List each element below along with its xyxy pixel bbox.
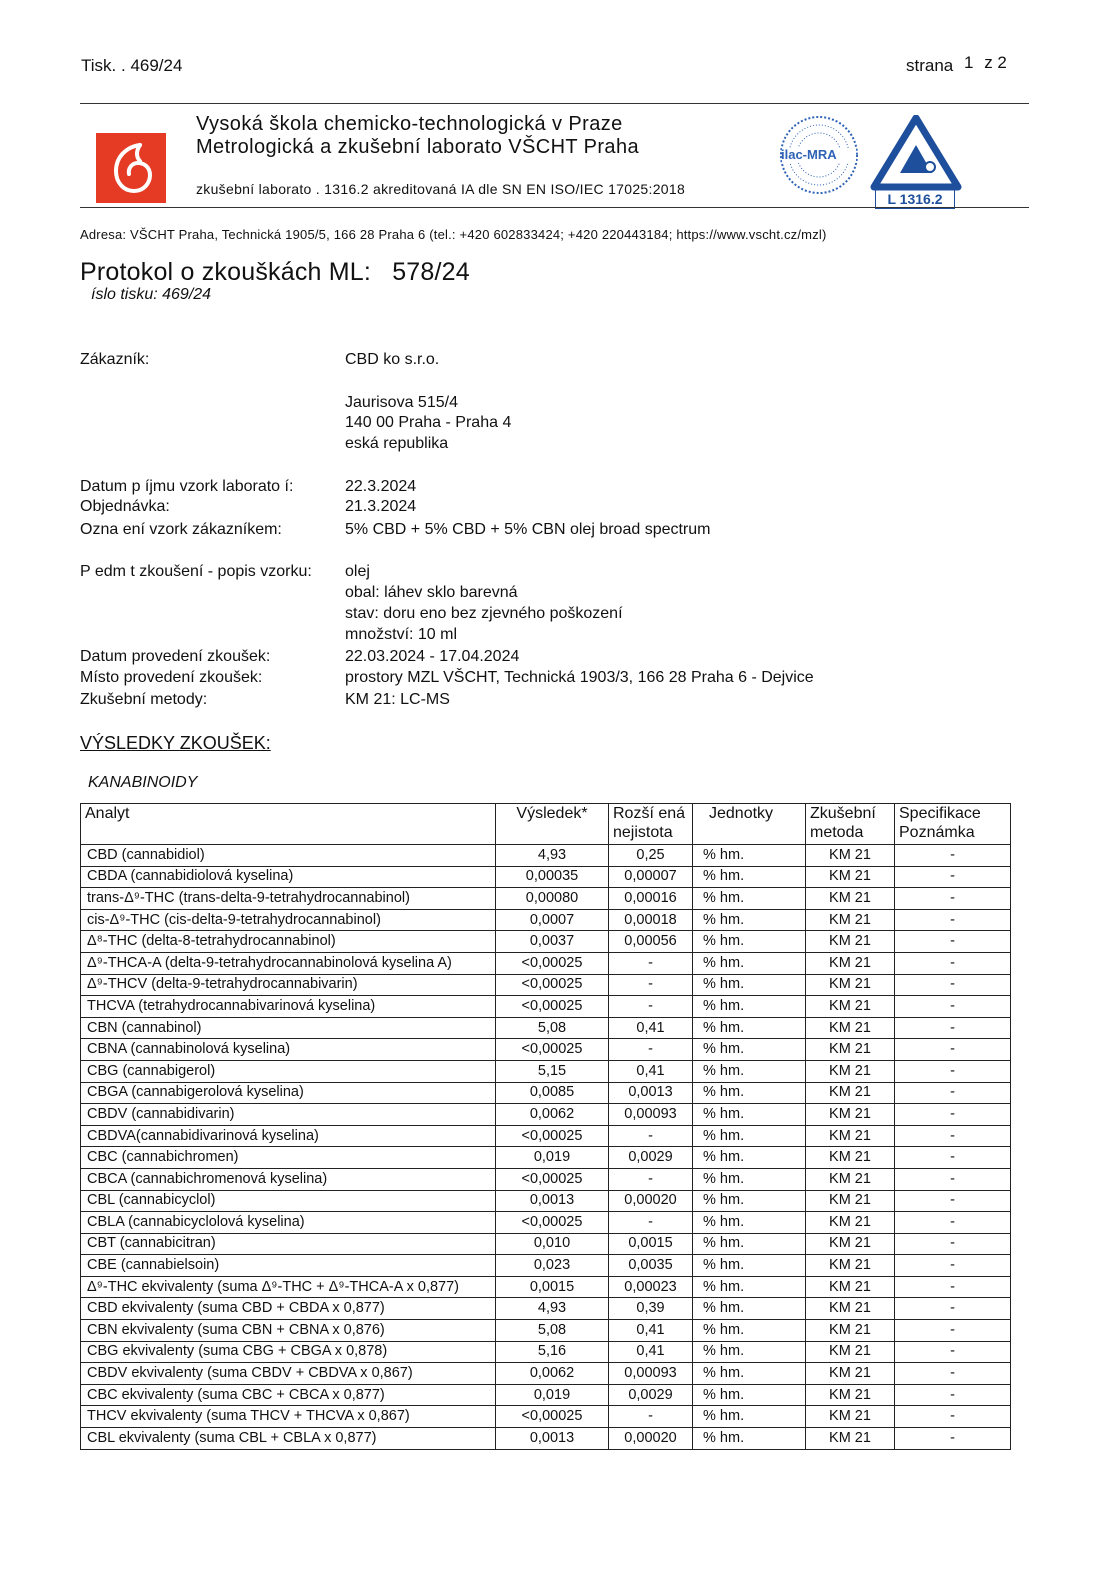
result-cell: 0,019 — [496, 1147, 609, 1169]
result-cell: <0,00025 — [496, 1039, 609, 1061]
analyte-cell: Δ⁸-THC (delta-8-tetrahydrocannabinol) — [81, 931, 496, 953]
note-cell: - — [895, 1363, 1011, 1385]
result-cell: 0,023 — [496, 1255, 609, 1277]
units-cell: % hm. — [693, 909, 806, 931]
col-spec: Specifikace Poznámka — [895, 804, 1011, 845]
quantity: množství: 10 ml — [345, 626, 458, 643]
note-cell: - — [895, 1147, 1011, 1169]
result-cell: <0,00025 — [496, 1168, 609, 1190]
uncertainty-cell: 0,0035 — [609, 1255, 693, 1277]
received-label: Datum p íjmu vzork laborato í: — [80, 478, 294, 495]
vscht-logo — [96, 133, 166, 203]
uncertainty-cell: 0,0029 — [609, 1384, 693, 1406]
note-cell: - — [895, 1082, 1011, 1104]
note-cell: - — [895, 1039, 1011, 1061]
units-cell: % hm. — [693, 952, 806, 974]
units-cell: % hm. — [693, 1104, 806, 1126]
test-place-label: Místo provedení zkoušek: — [80, 669, 263, 686]
units-cell: % hm. — [693, 866, 806, 888]
col-analyte: Analyt — [81, 804, 496, 845]
result-cell: <0,00025 — [496, 1212, 609, 1234]
result-cell: 0,00080 — [496, 888, 609, 910]
section-title: KANABINOIDY — [88, 774, 198, 791]
flame-drop-icon — [96, 133, 166, 203]
customer-label: Zákazník: — [80, 351, 150, 368]
units-cell: % hm. — [693, 1147, 806, 1169]
uncertainty-cell: 0,00016 — [609, 888, 693, 910]
note-cell: - — [895, 974, 1011, 996]
order-label: Objednávka: — [80, 498, 170, 515]
table-row — [81, 1384, 1011, 1406]
packaging: obal: láhev sklo barevná — [345, 584, 518, 601]
institution-name: Vysoká škola chemicko-technologická v Praze — [196, 113, 623, 135]
note-cell: - — [895, 1406, 1011, 1428]
methods-label: Zkušební metody: — [80, 691, 208, 708]
uncertainty-cell: 0,0029 — [609, 1147, 693, 1169]
received-date: 22.3.2024 — [345, 478, 417, 495]
method-cell: KM 21 — [806, 974, 895, 996]
method-cell: KM 21 — [806, 1233, 895, 1255]
protocol-title-prefix: Protokol o zkouškách ML: — [80, 258, 372, 286]
accreditation-line: zkušební laborato . 1316.2 akreditovaná IA dle SN EN ISO/IEC 17025:2018 — [196, 181, 686, 197]
analyte-cell: THCVA (tetrahydrocannabivarinová kyselina) — [81, 996, 496, 1018]
note-cell: - — [895, 1276, 1011, 1298]
table-row — [81, 1125, 1011, 1147]
units-cell: % hm. — [693, 1125, 806, 1147]
analyte-cell: CBDV ekvivalenty (suma CBDV + CBDVA x 0,867) — [81, 1363, 496, 1385]
method-cell: KM 21 — [806, 1125, 895, 1147]
method-cell: KM 21 — [806, 931, 895, 953]
col-units: Jednotky — [693, 804, 806, 845]
units-cell: % hm. — [693, 845, 806, 867]
sample-marking: 5% CBD + 5% CBD + 5% CBN olej broad spectrum — [345, 521, 711, 538]
note-cell: - — [895, 1104, 1011, 1126]
note-cell: - — [895, 996, 1011, 1018]
units-cell: % hm. — [693, 1341, 806, 1363]
table-row — [81, 1233, 1011, 1255]
table-row — [81, 909, 1011, 931]
note-cell: - — [895, 931, 1011, 953]
results-heading: VÝSLEDKY ZKOUŠEK: — [80, 733, 271, 753]
page-current: 1 — [963, 53, 974, 72]
customer-name: CBD ko s.r.o. — [345, 351, 440, 368]
table-row — [81, 845, 1011, 867]
analyte-cell: CBG (cannabigerol) — [81, 1060, 496, 1082]
result-cell: <0,00025 — [496, 974, 609, 996]
method-cell: KM 21 — [806, 888, 895, 910]
col-uncertainty: Rozší ená nejistota — [609, 804, 693, 845]
analyte-cell: CBGA (cannabigerolová kyselina) — [81, 1082, 496, 1104]
address-line: Adresa: VŠCHT Praha, Technická 1905/5, 166 28 Praha 6 (tel.: +420 602833424; +420 220443184; https://www.vscht.cz/mzl) — [80, 227, 827, 242]
result-cell: 0,0037 — [496, 931, 609, 953]
analyte-cell: CBDVA(cannabidivarinová kyselina) — [81, 1125, 496, 1147]
uncertainty-cell: - — [609, 1212, 693, 1234]
marking-label: Ozna ení vzork zákazníkem: — [80, 521, 282, 538]
note-cell: - — [895, 1233, 1011, 1255]
method-cell: KM 21 — [806, 1212, 895, 1234]
analyte-cell: Δ⁹-THC ekvivalenty (suma Δ⁹-THC + Δ⁹-THCA-A x 0,877) — [81, 1276, 496, 1298]
method-cell: KM 21 — [806, 1320, 895, 1342]
print-number-label — [81, 56, 182, 76]
table-row — [81, 996, 1011, 1018]
note-cell: - — [895, 1190, 1011, 1212]
note-cell: - — [895, 1298, 1011, 1320]
result-cell: 5,15 — [496, 1060, 609, 1082]
uncertainty-cell: 0,41 — [609, 1341, 693, 1363]
table-row — [81, 1428, 1011, 1450]
method-cell: KM 21 — [806, 1384, 895, 1406]
result-cell: 4,93 — [496, 1298, 609, 1320]
method-cell: KM 21 — [806, 1276, 895, 1298]
uncertainty-cell: 0,00020 — [609, 1428, 693, 1450]
analyte-cell: CBLA (cannabicyclolová kyselina) — [81, 1212, 496, 1234]
table-row — [81, 1082, 1011, 1104]
ilac-mra-badge — [778, 114, 860, 196]
note-cell: - — [895, 1341, 1011, 1363]
result-cell: <0,00025 — [496, 952, 609, 974]
uncertainty-cell: 0,41 — [609, 1060, 693, 1082]
table-row — [81, 1320, 1011, 1342]
order-date: 21.3.2024 — [345, 498, 417, 515]
units-cell: % hm. — [693, 1168, 806, 1190]
uncertainty-cell: 0,00020 — [609, 1190, 693, 1212]
analyte-cell: CBD (cannabidiol) — [81, 845, 496, 867]
uncertainty-cell: - — [609, 1125, 693, 1147]
note-cell: - — [895, 1428, 1011, 1450]
units-cell: % hm. — [693, 888, 806, 910]
units-cell: % hm. — [693, 1060, 806, 1082]
analyte-cell: trans-Δ⁹-THC (trans-delta-9-tetrahydrocannabinol) — [81, 888, 496, 910]
method-cell: KM 21 — [806, 866, 895, 888]
analyte-cell: Δ⁹-THCV (delta-9-tetrahydrocannabivarin) — [81, 974, 496, 996]
result-cell: <0,00025 — [496, 1125, 609, 1147]
laboratory-name: Metrologická a zkušební laborato VŠCHT Praha — [196, 136, 640, 158]
units-cell: % hm. — [693, 1082, 806, 1104]
method-cell: KM 21 — [806, 1082, 895, 1104]
method-cell: KM 21 — [806, 1363, 895, 1385]
result-cell: 5,08 — [496, 1320, 609, 1342]
methods-value: KM 21: LC-MS — [345, 691, 450, 708]
table-row — [81, 1255, 1011, 1277]
table-row — [81, 1190, 1011, 1212]
result-cell: 0,0062 — [496, 1363, 609, 1385]
note-cell: - — [895, 866, 1011, 888]
analyte-cell: cis-Δ⁹-THC (cis-delta-9-tetrahydrocannabinol) — [81, 909, 496, 931]
uncertainty-cell: 0,00093 — [609, 1363, 693, 1385]
method-cell: KM 21 — [806, 996, 895, 1018]
institution-divider — [80, 207, 1029, 208]
analyte-cell: CBL (cannabicyclol) — [81, 1190, 496, 1212]
method-cell: KM 21 — [806, 1255, 895, 1277]
note-cell: - — [895, 1125, 1011, 1147]
table-row — [81, 1039, 1011, 1061]
method-cell: KM 21 — [806, 909, 895, 931]
table-row — [81, 1104, 1011, 1126]
uncertainty-cell: - — [609, 952, 693, 974]
header-divider — [80, 103, 1029, 104]
analyte-cell: THCV ekvivalenty (suma THCV + THCVA x 0,867) — [81, 1406, 496, 1428]
uncertainty-cell: 0,0015 — [609, 1233, 693, 1255]
page-label: strana — [906, 56, 954, 75]
units-cell: % hm. — [693, 1212, 806, 1234]
customer-country: eská republika — [345, 435, 449, 452]
uncertainty-cell: 0,00018 — [609, 909, 693, 931]
result-cell: 0,0007 — [496, 909, 609, 931]
result-cell: <0,00025 — [496, 996, 609, 1018]
analyte-cell: Δ⁹-THCA-A (delta-9-tetrahydrocannabinolová kyselina A) — [81, 952, 496, 974]
method-cell: KM 21 — [806, 1428, 895, 1450]
method-cell: KM 21 — [806, 1017, 895, 1039]
note-cell: - — [895, 1060, 1011, 1082]
page-total: z 2 — [984, 53, 1007, 72]
uncertainty-cell: 0,41 — [609, 1320, 693, 1342]
note-cell: - — [895, 1255, 1011, 1277]
analyte-cell: CBCA (cannabichromenová kyselina) — [81, 1168, 496, 1190]
result-cell: 0,0015 — [496, 1276, 609, 1298]
customer-street: Jaurisova 515/4 — [345, 394, 458, 411]
table-row — [81, 866, 1011, 888]
cai-label: L 1316.2 — [875, 189, 955, 209]
analyte-cell: CBE (cannabielsoin) — [81, 1255, 496, 1277]
units-cell: % hm. — [693, 931, 806, 953]
units-cell: % hm. — [693, 1233, 806, 1255]
uncertainty-cell: 0,00056 — [609, 931, 693, 953]
method-cell: KM 21 — [806, 1190, 895, 1212]
table-header-row — [81, 804, 1011, 845]
analyte-cell: CBN ekvivalenty (suma CBN + CBNA x 0,876) — [81, 1320, 496, 1342]
uncertainty-cell: 0,00023 — [609, 1276, 693, 1298]
condition: stav: doru eno bez zjevného poškození — [345, 605, 623, 622]
table-row — [81, 931, 1011, 953]
result-cell: 0,010 — [496, 1233, 609, 1255]
analyte-cell: CBC (cannabichromen) — [81, 1147, 496, 1169]
results-body — [81, 845, 1011, 1450]
table-row — [81, 1341, 1011, 1363]
analyte-cell: CBDA (cannabidiolová kyselina) — [81, 866, 496, 888]
results-table — [80, 803, 1011, 1450]
uncertainty-cell: 0,41 — [609, 1017, 693, 1039]
note-cell: - — [895, 888, 1011, 910]
uncertainty-cell: 0,0013 — [609, 1082, 693, 1104]
result-cell: 0,019 — [496, 1384, 609, 1406]
units-cell: % hm. — [693, 1384, 806, 1406]
units-cell: % hm. — [693, 1039, 806, 1061]
protocol-number: 578/24 — [392, 258, 470, 286]
uncertainty-cell: 0,39 — [609, 1298, 693, 1320]
units-cell: % hm. — [693, 1363, 806, 1385]
table-row — [81, 1168, 1011, 1190]
print-number: íslo tisku: 469/24 — [91, 286, 212, 303]
table-row — [81, 1060, 1011, 1082]
method-cell: KM 21 — [806, 845, 895, 867]
page-indicator — [906, 53, 1007, 76]
note-cell: - — [895, 1168, 1011, 1190]
uncertainty-cell: 0,25 — [609, 845, 693, 867]
analyte-cell: CBNA (cannabinolová kyselina) — [81, 1039, 496, 1061]
note-cell: - — [895, 1320, 1011, 1342]
table-row — [81, 974, 1011, 996]
uncertainty-cell: - — [609, 996, 693, 1018]
tisk-number: . 469/24 — [121, 56, 183, 75]
note-cell: - — [895, 1384, 1011, 1406]
uncertainty-cell: - — [609, 1406, 693, 1428]
col-method: Zkušební metoda — [806, 804, 895, 845]
units-cell: % hm. — [693, 974, 806, 996]
units-cell: % hm. — [693, 1276, 806, 1298]
test-dates: 22.03.2024 - 17.04.2024 — [345, 648, 520, 665]
units-cell: % hm. — [693, 1406, 806, 1428]
method-cell: KM 21 — [806, 1168, 895, 1190]
method-cell: KM 21 — [806, 1039, 895, 1061]
method-cell: KM 21 — [806, 1060, 895, 1082]
uncertainty-cell: - — [609, 1039, 693, 1061]
analyte-cell: CBD ekvivalenty (suma CBD + CBDA x 0,877) — [81, 1298, 496, 1320]
note-cell: - — [895, 1017, 1011, 1039]
uncertainty-cell: - — [609, 974, 693, 996]
result-cell: <0,00025 — [496, 1406, 609, 1428]
result-cell: 0,0062 — [496, 1104, 609, 1126]
analyte-cell: CBC ekvivalenty (suma CBC + CBCA x 0,877) — [81, 1384, 496, 1406]
table-row — [81, 1298, 1011, 1320]
units-cell: % hm. — [693, 1017, 806, 1039]
ilac-label: ilac-MRA — [781, 147, 837, 162]
cai-accreditation-badge — [870, 115, 962, 207]
analyte-cell: CBG ekvivalenty (suma CBG + CBGA x 0,878) — [81, 1341, 496, 1363]
tisk-label: Tisk. — [81, 56, 117, 75]
method-cell: KM 21 — [806, 1104, 895, 1126]
units-cell: % hm. — [693, 1255, 806, 1277]
note-cell: - — [895, 1212, 1011, 1234]
result-cell: 5,16 — [496, 1341, 609, 1363]
analyte-cell: CBN (cannabinol) — [81, 1017, 496, 1039]
method-cell: KM 21 — [806, 1406, 895, 1428]
method-cell: KM 21 — [806, 1341, 895, 1363]
result-cell: 0,0013 — [496, 1190, 609, 1212]
subject-value: olej — [345, 563, 370, 580]
analyte-cell: CBT (cannabicitran) — [81, 1233, 496, 1255]
analyte-cell: CBDV (cannabidivarin) — [81, 1104, 496, 1126]
units-cell: % hm. — [693, 996, 806, 1018]
method-cell: KM 21 — [806, 1298, 895, 1320]
table-row — [81, 952, 1011, 974]
result-cell: 0,0085 — [496, 1082, 609, 1104]
analyte-cell: CBL ekvivalenty (suma CBL + CBLA x 0,877) — [81, 1428, 496, 1450]
subject-label: P edm t zkoušení - popis vzorku: — [80, 563, 312, 580]
test-dates-label: Datum provedení zkoušek: — [80, 648, 271, 665]
result-cell: 0,00035 — [496, 866, 609, 888]
result-cell: 4,93 — [496, 845, 609, 867]
uncertainty-cell: 0,00007 — [609, 866, 693, 888]
note-cell: - — [895, 845, 1011, 867]
units-cell: % hm. — [693, 1298, 806, 1320]
note-cell: - — [895, 909, 1011, 931]
units-cell: % hm. — [693, 1190, 806, 1212]
table-row — [81, 1276, 1011, 1298]
units-cell: % hm. — [693, 1428, 806, 1450]
result-cell: 0,0013 — [496, 1428, 609, 1450]
protocol-title — [80, 258, 470, 287]
table-row — [81, 1363, 1011, 1385]
uncertainty-cell: - — [609, 1168, 693, 1190]
table-row — [81, 1212, 1011, 1234]
method-cell: KM 21 — [806, 952, 895, 974]
customer-city: 140 00 Praha - Praha 4 — [345, 414, 512, 431]
units-cell: % hm. — [693, 1320, 806, 1342]
table-row — [81, 1406, 1011, 1428]
note-cell: - — [895, 952, 1011, 974]
table-row — [81, 1147, 1011, 1169]
table-row — [81, 888, 1011, 910]
col-result: Výsledek* — [496, 804, 609, 845]
result-cell: 5,08 — [496, 1017, 609, 1039]
method-cell: KM 21 — [806, 1147, 895, 1169]
table-row — [81, 1017, 1011, 1039]
test-place: prostory MZL VŠCHT, Technická 1903/3, 166 28 Praha 6 - Dejvice — [345, 669, 814, 686]
cai-triangle-icon — [870, 115, 962, 193]
uncertainty-cell: 0,00093 — [609, 1104, 693, 1126]
